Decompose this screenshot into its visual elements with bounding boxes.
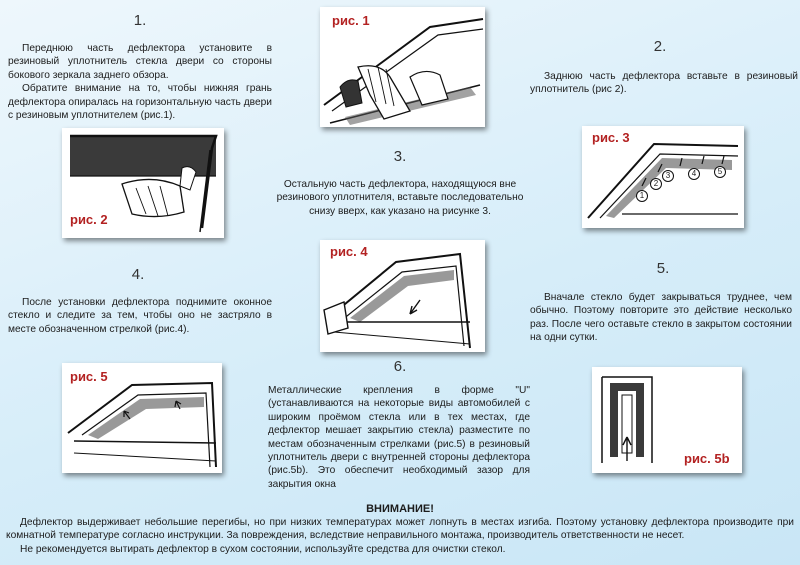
figure-5b (592, 367, 742, 473)
step-1-text (8, 42, 272, 122)
warning-text (6, 516, 794, 556)
figure-3-marker-3: 3 (662, 170, 674, 182)
step-5-number: 5. (656, 260, 670, 277)
step-4-paragraph: После установки дефлектора поднимите оконное стекло и следите за тем, чтобы оно не застряло в месте обозначенном стрелкой (рис.4). (8, 297, 272, 335)
step-4-text (8, 296, 272, 336)
figure-1 (320, 7, 485, 127)
figure-3-marker-4: 4 (688, 168, 700, 180)
step-2-paragraph: Заднюю часть дефлектора вставьте в резиновый уплотнитель (рис 2). (530, 71, 798, 96)
figure-5 (62, 363, 222, 473)
figure-3-marker-1: 1 (636, 190, 648, 202)
step-2-number: 2. (653, 38, 667, 55)
step-2-text (530, 70, 798, 97)
figure-1-label: рис. 1 (332, 13, 370, 28)
step-1-number: 1. (133, 12, 147, 29)
step-3-text (275, 178, 525, 218)
figure-4-label: рис. 4 (330, 244, 368, 259)
figure-5b-label: рис. 5b (684, 451, 730, 466)
figure-3-marker-2: 2 (650, 178, 662, 190)
step-6-paragraph: Металлические крепления в форме "U" (устанавливаются на некоторые виды автомобилей с широким проёмом стекла или в тех местах, где дефлектор мешает закрытию стекла) разместите по местам обозначенным стрелками (рис.5) в резиновый уплотнитель двери с внутренней стороны дефлектора (рис.5b). Это обеспечит необходимый зазор для закрытия окна (268, 385, 530, 490)
step-5-paragraph: Вначале стекло будет закрываться труднее, чем обычно. Поэтому повторите это действие несколько раз. После чего оставьте стекло в закрытом состоянии на одни сутки. (530, 292, 792, 344)
figure-3-label: рис. 3 (592, 130, 630, 145)
step-6-number: 6. (393, 358, 407, 375)
step-4-number: 4. (131, 266, 145, 283)
warning-paragraph-2: Не рекомендуется вытирать дефлектор в сухом состоянии, используйте средства для очистки стекол. (20, 543, 506, 555)
figure-2 (62, 128, 224, 238)
step-5-text (530, 291, 792, 345)
figure-5-label: рис. 5 (70, 369, 108, 384)
warning-paragraph-1: Дефлектор выдерживает небольшие перегибы, но при низких температурах может лопнуть в местах изгиба. Поэтому установку дефлектора производите при комнатной температуре согласно инструкции. За повреждения, вследствие неправильного монтажа, производитель ответственности не несет. (6, 517, 794, 542)
step-1-paragraph-2: Обратите внимание на то, чтобы нижняя грань дефлектора опиралась на горизонтальную часть двери с резиновым уплотнителем (рис.1). (8, 83, 272, 122)
figure-4 (320, 240, 485, 352)
step-3-number: 3. (393, 148, 407, 165)
step-3-paragraph: Остальную часть дефлектора, находящуюся вне резинового уплотнителя, вставьте последовательно снизу вверх, как указано на рисунке 3. (276, 179, 524, 217)
warning-title: ВНИМАНИЕ! (366, 503, 434, 515)
step-1-paragraph-1: Переднюю часть дефлектора установите в резиновый уплотнитель стекла двери со стороны бокового зеркала заднего обзора. (8, 43, 272, 81)
figure-2-label: рис. 2 (70, 212, 108, 227)
figure-3 (582, 126, 744, 228)
step-6-text (268, 384, 530, 491)
figure-3-marker-5: 5 (714, 166, 726, 178)
